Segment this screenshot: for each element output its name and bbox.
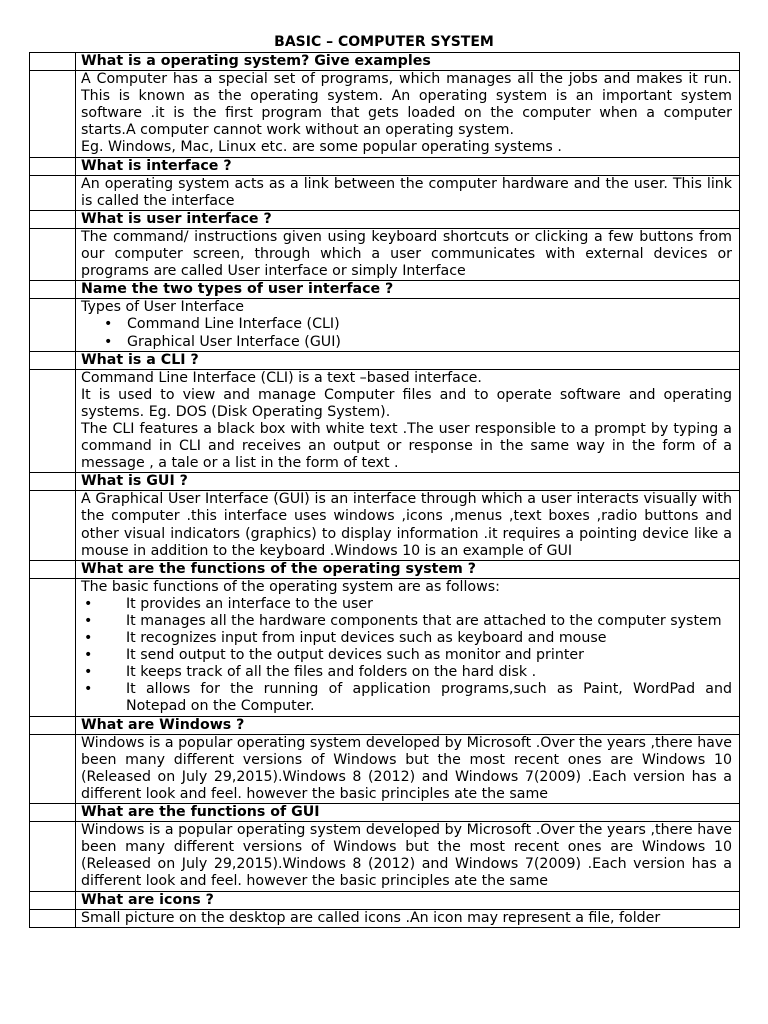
row-number-cell — [30, 891, 76, 909]
row-number-cell — [30, 71, 76, 157]
answer-cell — [76, 71, 740, 157]
question-cell: What are the functions of the operating system ? — [76, 560, 740, 578]
row-number-cell — [30, 822, 76, 891]
row-number-cell — [30, 804, 76, 822]
row-number-cell — [30, 228, 76, 280]
answer-cell — [76, 734, 740, 803]
answer-text: Windows is a popular operating system developed by Microsoft .Over the years ,there have been many different versions of Windows but the most recent ones are Windows 10 (Released on July 29,2015).Windows 8 (2012) and Windows 7(2009) .Each version has a different look and feel. however the basic principles ate the same — [81, 822, 732, 890]
table-row — [30, 210, 740, 228]
question-cell: What is GUI ? — [76, 473, 740, 491]
answer-cell — [76, 299, 740, 351]
answer-text: A Computer has a special set of programs, which manages all the jobs and makes it run. This is known as the operating system. An operating system is an important system software .it is the first program that gets loaded on the computer when a computer starts.A computer cannot work without an operating system. — [81, 71, 732, 139]
bullet-list — [81, 596, 732, 716]
answer-text: Eg. Windows, Mac, Linux etc. are some popular operating systems . — [81, 139, 562, 156]
table-row — [30, 560, 740, 578]
list-item: • Graphical User Interface (GUI) — [81, 334, 732, 351]
question-cell: Name the two types of user interface ? — [76, 281, 740, 299]
table-row — [30, 157, 740, 175]
row-number-cell — [30, 473, 76, 491]
table-row — [30, 53, 740, 71]
answer-cell — [76, 822, 740, 891]
row-number-cell — [30, 560, 76, 578]
table-row — [30, 71, 740, 157]
row-number-cell — [30, 716, 76, 734]
page-title: BASIC – COMPUTER SYSTEM — [274, 34, 494, 50]
table-row — [30, 891, 740, 909]
answer-cell — [76, 909, 740, 927]
list-item: • Command Line Interface (CLI) — [81, 316, 732, 333]
row-number-cell — [30, 369, 76, 473]
qa-table — [29, 52, 740, 928]
row-number-cell — [30, 299, 76, 351]
question-cell: What are icons ? — [76, 891, 740, 909]
list-item: • It provides an interface to the user — [81, 596, 732, 613]
question-cell: What is user interface ? — [76, 210, 740, 228]
answer-cell — [76, 578, 740, 716]
answer-text: An operating system acts as a link between the computer hardware and the user. This link is called the interface — [81, 175, 732, 209]
answer-text: A Graphical User Interface (GUI) is an interface through which a user interacts visually with the computer .this interface uses windows ,icons ,menus ,text boxes ,radio buttons and other visual indicators (graphics) to display information .it requires a pointing device like a mouse in addition to the keyboard .Windows 10 is an example of GUI — [81, 491, 732, 559]
question-cell: What are the functions of GUI — [76, 804, 740, 822]
table-row — [30, 369, 740, 473]
question-cell: What is a CLI ? — [76, 351, 740, 369]
table-row — [30, 578, 740, 716]
question-cell: What is interface ? — [76, 157, 740, 175]
table-row — [30, 734, 740, 803]
row-number-cell — [30, 909, 76, 927]
table-row — [30, 909, 740, 927]
list-item: • It allows for the running of application programs,such as Paint, WordPad and Notepad on the Computer. — [81, 681, 732, 715]
row-number-cell — [30, 281, 76, 299]
answer-cell — [76, 175, 740, 210]
table-row — [30, 175, 740, 210]
table-row — [30, 491, 740, 560]
row-number-cell — [30, 157, 76, 175]
table-row — [30, 228, 740, 280]
answer-text: Windows is a popular operating system developed by Microsoft .Over the years ,there have been many different versions of Windows but the most recent ones are Windows 10 (Released on July 29,2015).Windows 8 (2012) and Windows 7(2009) .Each version has a different look and feel. however the basic principles ate the same — [81, 734, 732, 802]
answer-cell — [76, 228, 740, 280]
question-cell: What are Windows ? — [76, 716, 740, 734]
table-row — [30, 804, 740, 822]
answer-text: The command/ instructions given using keyboard shortcuts or clicking a few buttons from our computer screen, through which a user communicates with external devices or programs are called User interface or simply Interface — [81, 228, 732, 280]
list-item: • It recognizes input from input devices such as keyboard and mouse — [81, 630, 732, 647]
answer-text: The CLI features a black box with white text .The user responsible to a prompt by typing a command in CLI and receives an output or response in the same way in the form of a message , a tale or a list in the form of text . — [81, 420, 732, 472]
table-row — [30, 299, 740, 351]
answer-text: Small picture on the desktop are called icons .An icon may represent a file, folder — [81, 909, 661, 926]
answer-text: Command Line Interface (CLI) is a text –based interface. — [81, 369, 482, 386]
row-number-cell — [30, 491, 76, 560]
table-row — [30, 822, 740, 891]
list-item: • It manages all the hardware components that are attached to the computer system — [81, 613, 732, 630]
table-row — [30, 473, 740, 491]
answer-cell — [76, 491, 740, 560]
row-number-cell — [30, 351, 76, 369]
row-number-cell — [30, 175, 76, 210]
question-cell: What is a operating system? Give examples — [76, 53, 740, 71]
answer-text: Types of User Interface — [81, 299, 245, 316]
answer-cell — [76, 369, 740, 473]
row-number-cell — [30, 578, 76, 716]
list-item: • It keeps track of all the files and folders on the hard disk . — [81, 664, 732, 681]
table-row — [30, 716, 740, 734]
row-number-cell — [30, 53, 76, 71]
table-row — [30, 351, 740, 369]
bullet-list — [81, 316, 732, 350]
row-number-cell — [30, 210, 76, 228]
answer-text: It is used to view and manage Computer files and to operate software and operating systems. Eg. DOS (Disk Operating System). — [81, 386, 732, 420]
row-number-cell — [30, 734, 76, 803]
list-item: • It send output to the output devices such as monitor and printer — [81, 647, 732, 664]
answer-text: The basic functions of the operating system are as follows: — [81, 578, 500, 595]
table-row — [30, 281, 740, 299]
